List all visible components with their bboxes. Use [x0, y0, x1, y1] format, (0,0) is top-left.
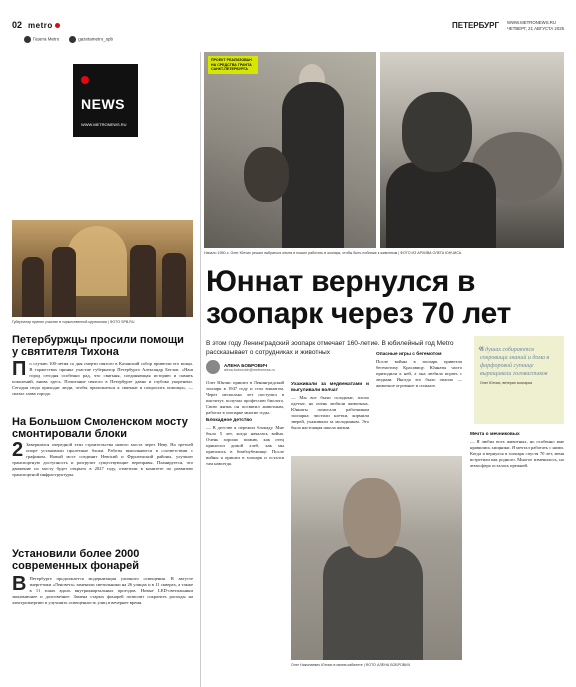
dropcap: П [12, 361, 27, 380]
vk-icon [24, 36, 31, 43]
main-subhead: В этом году Ленинградский зоопарк отмечает 160-летие. В юбилейный год Metro рассказывает о сотрудниках и животных [206, 340, 454, 356]
subheading: Ухаживали за медвежатами и выгуливали волчат [291, 382, 369, 394]
news-box [73, 64, 138, 137]
paragraph: После войны в зоопарк привезли бегемотиху Красавицу. Юннаты часто приходили к ней, а она любила играть с людьми. Иногда это было опасно — животное огромное и сильное. [376, 359, 462, 389]
subheading: Блокадное детство [206, 417, 253, 423]
article-1-body: По случаю 100-летия со дня смерти святого в Казанский собор привезли его мощи. В торжествах принял участие губернатор Петербурга Александр Беглов. «Наш город сегодня особенно рад, что святыня, соединяющая историю и память поколений, вновь здесь. Почитание святого в Петербурге давно и глубоко укоренено. Сегодня сюда приходят люди, чтобы приложиться к святыне и попросить помощи», — сказал глава города. [12, 361, 193, 396]
author-name: АЛЕНА БОБРОВИЧ [224, 362, 268, 368]
photo-face [402, 92, 472, 172]
main-column-3 [376, 350, 462, 452]
photo-man [343, 478, 401, 558]
subheading: Мечта о мечниковых [470, 432, 520, 437]
main-column-1 [206, 380, 284, 680]
header-right [452, 20, 564, 32]
archive-photo-monkey [204, 52, 376, 248]
photo-arch [67, 226, 127, 296]
quote-author: Олег Юнчис, ветеран зоопарка [480, 381, 532, 386]
archive-photos-caption: Начало 1950-х. Олег Юнчис решил набраться опыта и пошел работать в зоопарк, чтобы быть поближе к животным | ФОТО ИЗ АРХИВА ОЛЕГА ЮНЧИСА [204, 251, 462, 255]
portrait-photo [291, 456, 462, 660]
dropcap: В [12, 576, 27, 595]
left-photo-caption: Губернатор принял участие в торжественной церемонии | ФОТО SPB.RU [12, 320, 135, 324]
paragraph: — Я любил всех животных, но особенно мне нравились хищники. Я мечтал работать с ними. Когда я вернулся в зоопарк спустя 70 лет, меня встретили как родного. Многое изменилось, но атмосфера осталась прежней. [470, 439, 564, 469]
article-2-body: 2 Завершился очередной этап строительства нового моста через Неву. На третьей опоре установили пролетные блоки. Работы выполняются в соответствии с графиком. Новый мост соединит Невский и Фрунзенский районы, улучшит транспортную доступность и разгрузит существующие переправы. Планируется, что движение по мосту будет открыто в 2027 году, отметили в комитете по развитию транспортной инфраструктуры. [12, 442, 193, 477]
article-1-title[interactable]: Петербуржцы просили помощи у святителя Тихона [12, 334, 184, 359]
article-3-body: В Петербурге продолжается модернизация уличного освещения. В августе энергетики «Ленсвета» заменили светильники на 26 улицах и в 11 скверах, а также в 11 зонах вдоль внутриквартальных проездов. Новые LED-светильники экономичнее и долговечнее. Замена старых фонарей позволит сократить расходы на электроэнергию и улучшить освещенность улиц в вечернее время. [12, 576, 193, 605]
article-3-title[interactable]: Установили более 2000 современных фонарей [12, 548, 140, 573]
issue-date: ЧЕТВЕРГ, 21 АВГУСТА 2025 [507, 25, 564, 31]
page-number: 02 [12, 20, 23, 30]
quote-mark-icon: « [478, 340, 484, 354]
photo-figure [52, 247, 76, 317]
news-url[interactable]: WWW.METRONEWS.RU [81, 122, 127, 127]
author-byline [206, 360, 275, 374]
quote-text: В душах собираются сокровища знаний и дома в фарфоровой супнице выращивали головастиков [480, 347, 550, 378]
paragraph: Олег Юнчис пришел в Ленинградский зоопарк в 1947 году и стал юннатом. Через несколько лет поступил в институт, получил профессию биолога. Свою жизнь он посвятил животным, работал в зоопарке многие годы. [206, 380, 284, 415]
main-headline[interactable]: Юннат вернулся в зоопарк через 70 лет [206, 265, 512, 331]
telegram-icon [69, 36, 76, 43]
article-2-title[interactable]: На Большом Смоленском мосту смонтировали блоки [12, 416, 188, 441]
metro-dot-icon [81, 76, 89, 84]
photo-man [282, 82, 344, 248]
main-column-4 [470, 430, 564, 680]
paragraph: — В детстве я пережил блокаду. Мне было 5 лет, когда началась война. Очень хорошо помню, как отец приносил домой хлеб, как мы прятались в бомбоубежище. После войны я пришел в зоопарк и остался там навсегда. [206, 425, 284, 466]
dropcap: 2 [12, 442, 24, 461]
author-avatar [206, 360, 220, 374]
paragraph: — Мы все были голодные, плохо одетые, но очень любили животных. Юннаты помогали работникам зоопарка: чистили клетки, кормили зверей, ухаживали за молодняком. Это была настоящая школа жизни. [291, 395, 369, 431]
main-column-2 [291, 380, 369, 452]
social-links [24, 36, 113, 43]
archive-photo-hippo [380, 52, 564, 248]
brand-logo: metro [28, 21, 60, 30]
photo-figure [130, 245, 156, 317]
header-left [12, 20, 60, 30]
website-url[interactable]: WWW.METRONEWS.RU [507, 20, 556, 25]
grant-tag: ПРОЕКТ РЕАЛИЗОВАН НА СРЕДСТВА ГРАНТА САНКТ-ПЕТЕРБУРГА [208, 56, 258, 74]
author-email[interactable]: alena.bobrovich@metronews.ru [224, 367, 275, 372]
photo-body [386, 162, 496, 248]
church-ceremony-photo [12, 220, 193, 317]
photo-monkey [244, 147, 289, 202]
photo-figure [162, 253, 186, 317]
photo-torso [323, 546, 423, 660]
column-divider [200, 52, 201, 687]
photo-figure [22, 257, 44, 317]
social-vk-link[interactable]: Газета Metro [24, 36, 59, 43]
news-title: NEWS [81, 96, 125, 112]
social-tg-link[interactable]: gazetametro_spb [69, 36, 113, 43]
section-title: ПЕТЕРБУРГ [451, 21, 500, 31]
quote-box [474, 336, 564, 424]
brand-dot-icon [55, 23, 60, 28]
subheading: Опасные игры с бегемотом [376, 352, 442, 357]
publication-info [507, 20, 564, 32]
portrait-caption: Олег Николаевич Юнчис в своем кабинете | ФОТО АЛЕНА БОБРОВИЧ [291, 663, 411, 667]
